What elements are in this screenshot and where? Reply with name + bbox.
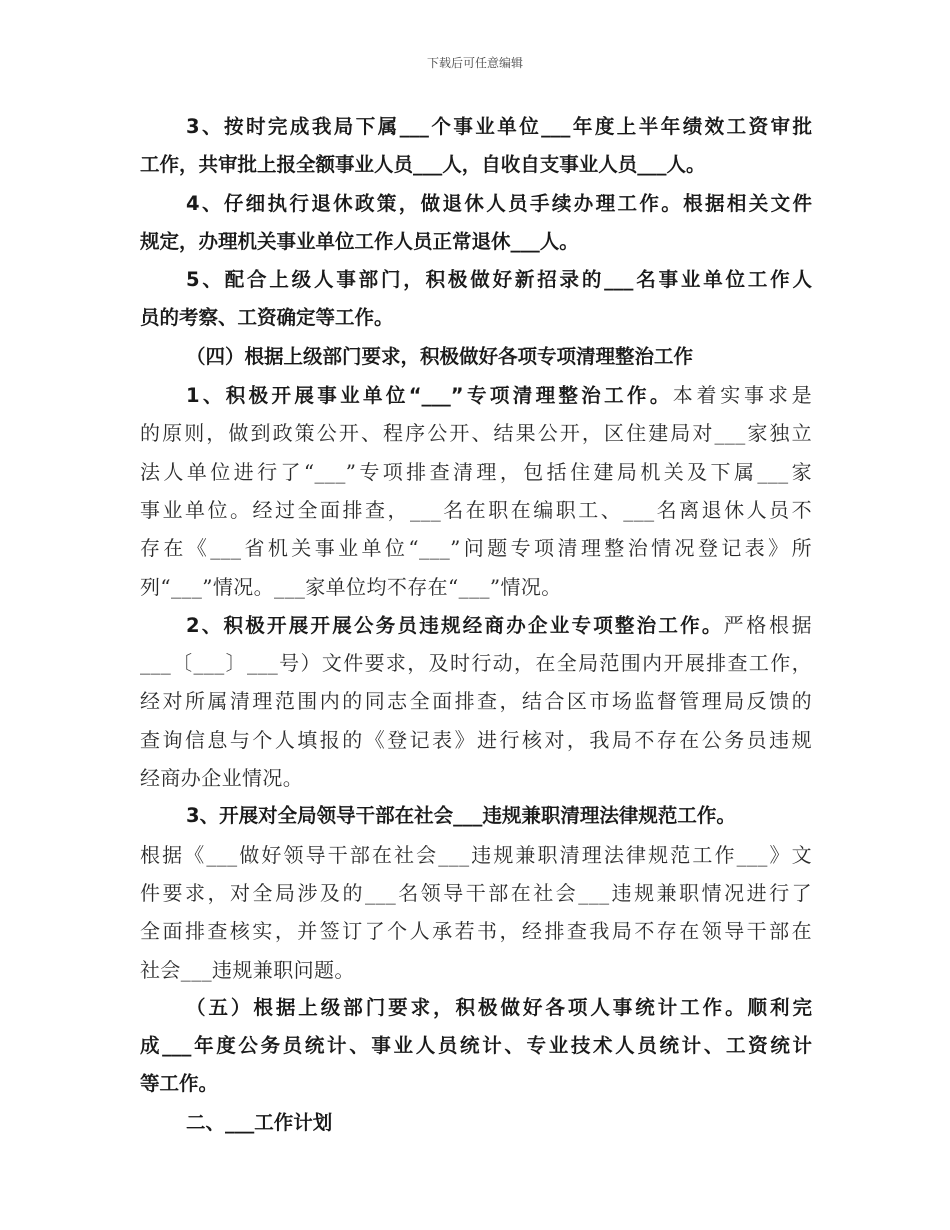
- document-body: [140, 108, 812, 1142]
- text-line: 规定，办理机关事业单位工作人员正常退休___人。: [140, 229, 579, 253]
- text-line: 工作，共审批上报全额事业人员___人，自收自支事业人员___人。: [140, 153, 706, 177]
- text-line: （五）根据上级部门要求，积极做好各项人事统计工作。顺利完: [186, 995, 812, 1019]
- text-line-bold: 2、积极开展开展公务员违规经商办企业专项整治工作。: [186, 613, 724, 637]
- text-line: 事业单位。经过全面排查，___名在职在编职工、___名离退休人员不: [140, 497, 812, 522]
- text-line: 全面排查核实，并签订了个人承若书，经排查我局不存在领导干部在: [140, 919, 812, 944]
- text-line: 件要求，对全局涉及的___名领导干部在社会___违规兼职情况进行了: [140, 880, 812, 905]
- text-line: 查询信息与个人填报的《登记表》进行核对，我局不存在公务员违规: [140, 727, 812, 752]
- text-line: 的原则，做到政策公开、程序公开、结果公开，区住建局对___家独立: [140, 421, 812, 446]
- text-line: 存在《___省机关事业单位“___”问题专项清理整治情况登记表》所: [140, 536, 812, 561]
- text-line-bold: 1、积极开展事业单位“___”专项清理整治工作。: [186, 384, 673, 408]
- text-line: 经对所属清理范围内的同志全面排查，结合区市场监督管理局反馈的: [140, 689, 812, 714]
- text-line: 4、仔细执行退休政策，做退休人员手续办理工作。根据相关文件: [186, 191, 812, 215]
- text-line: 5、配合上级人事部门，积极做好新招录的___名事业单位工作人: [186, 268, 812, 292]
- text-line: ___〔___〕___号）文件要求，及时行动，在全局范围内开展排查工作，: [140, 651, 812, 676]
- text-line-regular: 严格根据: [723, 612, 812, 637]
- text-line: 员的考察、工资确定等工作。: [140, 306, 394, 330]
- header-note: 下载后可任意编辑: [426, 56, 523, 70]
- text-line: 社会___违规兼职问题。: [140, 957, 355, 982]
- text-line: [140, 606, 812, 644]
- text-line: 经商办企业情况。: [140, 766, 304, 791]
- text-line: 等工作。: [140, 1072, 219, 1096]
- text-line: 3、开展对全局领导干部在社会___违规兼职清理法律规范工作。: [186, 804, 736, 828]
- text-line: 列“___”情况。___家单位均不存在“___”情况。: [140, 574, 562, 599]
- text-line: 3、按时完成我局下属___个事业单位___年度上半年绩效工资审批: [186, 115, 812, 138]
- text-line: （四）根据上级部门要求，积极做好各项专项清理整治工作: [186, 344, 694, 368]
- text-line: 法人单位进行了“___”专项排查清理，包括住建局机关及下属___家: [140, 459, 812, 484]
- text-line: 二、___工作计划: [186, 1110, 333, 1134]
- text-line-regular: 本着实事求是: [672, 383, 812, 408]
- text-line: 成___年度公务员统计、事业人员统计、专业技术人员统计、工资统计: [140, 1034, 812, 1058]
- text-line: [140, 376, 812, 414]
- text-line: 根据《___做好领导干部在社会___违规兼职清理法律规范工作___》文: [140, 842, 812, 867]
